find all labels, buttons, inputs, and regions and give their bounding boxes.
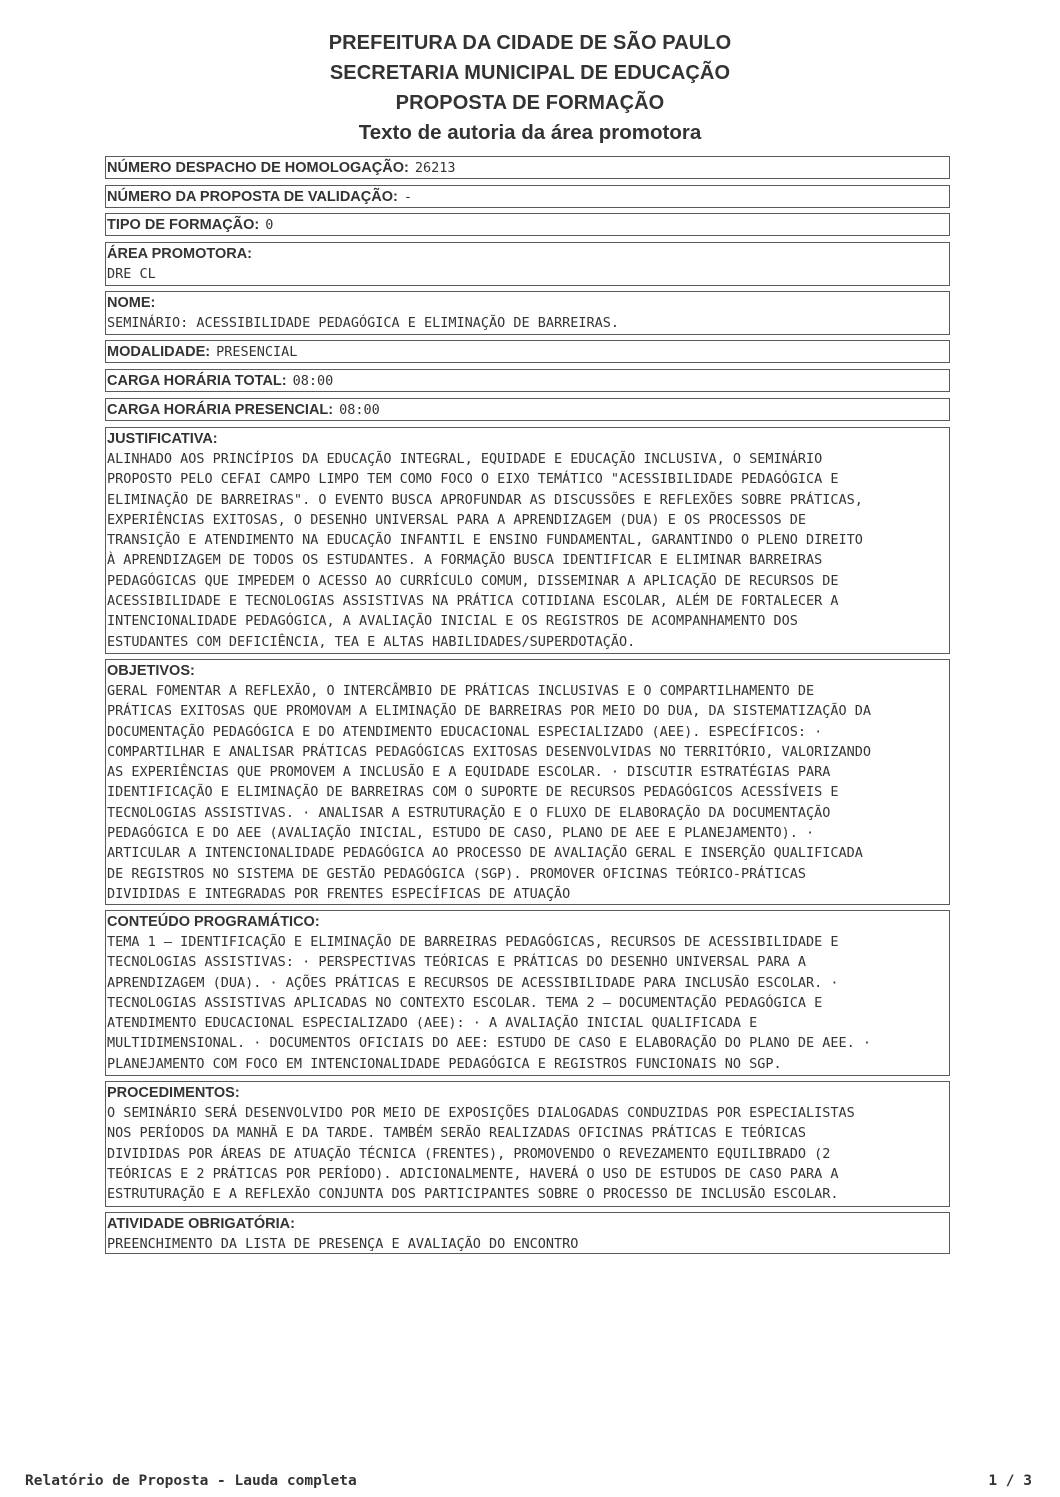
field-value: PREENCHIMENTO DA LISTA DE PRESENÇA E AVALIAÇÃO DO ENCONTRO [107,1236,579,1252]
text-line: O SEMINÁRIO SERÁ DESENVOLVIDO POR MEIO DE EXPOSIÇÕES DIALOGADAS CONDUZIDAS POR ESPECIALISTAS [107,1105,855,1121]
field-tipo [105,213,950,236]
field-label: MODALIDADE: [107,344,211,360]
text-line: DOCUMENTAÇÃO PEDAGÓGICA E DO ATENDIMENTO EDUCACIONAL ESPECIALIZADO (AEE). ESPECÍFICOS: · [107,723,823,740]
field-validacao [105,185,950,208]
field-value: 26213 [414,160,456,176]
text-line: NOS PERÍODOS DA MANHÃ E DA TARDE. TAMBÉM SERÃO REALIZADAS OFICINAS PRÁTICAS E TEÓRICAS [107,1125,806,1142]
text-line: ACESSIBILIDADE E TECNOLOGIAS ASSISTIVAS NA PRÁTICA COTIDIANA ESCOLAR, ALÉM DE FORTALECER A [107,593,839,610]
field-label: OBJETIVOS: [107,663,195,679]
field-label: TIPO DE FORMAÇÃO: [107,217,260,233]
header-subtitle: Texto de autoria da área promotora [358,121,702,144]
field-carga-presencial [105,398,950,421]
text-line: PRÁTICAS EXITOSAS QUE PROMOVAM A ELIMINAÇÃO DE BARREIRAS POR MEIO DO DUA, DA SISTEMATIZAÇÃO DA [107,703,872,720]
text-line: ELIMINAÇÃO DE BARREIRAS". O EVENTO BUSCA APROFUNDAR AS DISCUSSÕES E REFLEXÕES SOBRE PRÁTICAS, [107,491,863,508]
field-label: PROCEDIMENTOS: [107,1085,240,1101]
text-line: TEMA 1 — IDENTIFICAÇÃO E ELIMINAÇÃO DE BARREIRAS PEDAGÓGICAS, RECURSOS DE ACESSIBILIDADE E [107,934,839,950]
text-line: MULTIDIMENSIONAL. · DOCUMENTOS OFICIAIS DO AEE: ESTUDO DE CASO E ELABORAÇÃO DO PLANO DE AEE. · [107,1035,872,1052]
text-line: TECNOLOGIAS ASSISTIVAS: · PERSPECTIVAS TEÓRICAS E PRÁTICAS DO DESENHO UNIVERSAL PARA A [107,954,806,971]
field-value: - [403,189,412,205]
field-label: NOME: [107,295,156,311]
field-label: CONTEÚDO PROGRAMÁTICO: [107,914,320,930]
field-label: ATIVIDADE OBRIGATÓRIA: [107,1216,295,1232]
text-line: INTENCIONALIDADE PEDAGÓGICA, A AVALIAÇÃO INICIAL E OS REGISTROS DE ACOMPANHAMENTO DOS [107,613,798,630]
field-carga-total [105,369,950,392]
text-line: À APRENDIZAGEM DE TODOS OS ESTUDANTES. A FORMAÇÃO BUSCA IDENTIFICAR E ELIMINAR BARREIRAS [107,552,823,569]
field-conteudo-programatico [105,910,950,1076]
field-modalidade [105,340,950,363]
document-header [0,28,1060,148]
field-justificativa [105,427,950,654]
field-value: 08:00 [339,402,380,418]
text-line: GERAL FOMENTAR A REFLEXÃO, O INTERCÂMBIO DE PRÁTICAS INCLUSIVAS E O COMPARTILHAMENTO DE [107,683,815,699]
field-label: ÁREA PROMOTORA: [107,246,252,262]
text-line: TRANSIÇÃO E ATENDIMENTO NA EDUCAÇÃO INFANTIL E ENSINO FUNDAMENTAL, GARANTINDO O PLENO DIREITO [107,532,863,549]
text-line: ATENDIMENTO EDUCACIONAL ESPECIALIZADO (AEE): · A AVALIAÇÃO INICIAL QUALIFICADA E [107,1015,758,1032]
text-line: DE REGISTROS NO SISTEMA DE GESTÃO PEDAGÓGICA (SGP). PROMOVER OFICINAS TEÓRICO-PRÁTICAS [107,865,806,882]
text-line: PEDAGÓGICA E DO AEE (AVALIAÇÃO INICIAL, ESTUDO DE CASO, PLANO DE AEE E PLANEJAMENTO). · [107,825,815,842]
text-line: TEÓRICAS E 2 PRÁTICAS POR PERÍODO). ADICIONALMENTE, HAVERÁ O USO DE ESTUDOS DE CASO PARA A [107,1165,839,1182]
field-atividade-obrigatoria [105,1212,950,1254]
text-line: PROPOSTO PELO CEFAI CAMPO LIMPO TEM COMO FOCO O EIXO TEMÁTICO "ACESSIBILIDADE PEDAGÓGICA E [107,471,839,488]
field-label: NÚMERO DESPACHO DE HOMOLOGAÇÃO: [107,160,409,176]
field-value: 08:00 [292,373,334,389]
field-value: DRE CL [107,266,156,282]
field-value: PRESENCIAL [216,344,298,360]
text-line: EXPERIÊNCIAS EXITOSAS, O DESENHO UNIVERSAL PARA A APRENDIZAGEM (DUA) E OS PROCESSOS DE [107,511,806,528]
footer-title: Relatório de Proposta - Lauda completa [25,1473,357,1489]
text-line: COMPARTILHAR E ANALISAR PRÁTICAS PEDAGÓGICAS EXITOSAS DESENVOLVIDAS NO TERRITÓRIO, VALORIZANDO [107,743,872,760]
field-despacho [105,156,950,179]
text-line: DIVIDIDAS POR ÁREAS DE ATUAÇÃO TÉCNICA (FRENTES), PROMOVENDO O REVEZAMENTO EQUILIBRADO (2 [107,1145,831,1162]
field-nome [105,291,950,335]
field-value: 0 [265,217,274,233]
text-line: IDENTIFICAÇÃO E ELIMINAÇÃO DE BARREIRAS COM O SUPORTE DE RECURSOS PEDAGÓGICOS ACESSÍVEIS E [107,784,839,801]
field-label: CARGA HORÁRIA PRESENCIAL: [107,402,334,418]
field-procedimentos [105,1081,950,1207]
text-line: ESTRUTURAÇÃO E A REFLEXÃO CONJUNTA DOS PARTICIPANTES SOBRE O PROCESSO DE INCLUSÃO ESCOLAR. [107,1186,839,1203]
page-number: 1 / 3 [988,1473,1032,1489]
field-label: JUSTIFICATIVA: [107,431,218,447]
text-line: ALINHADO AOS PRINCÍPIOS DA EDUCAÇÃO INTEGRAL, EQUIDADE E EDUCAÇÃO INCLUSIVA, O SEMINÁRIO [107,451,823,467]
text-line: PEDAGÓGICAS QUE IMPEDEM O ACESSO AO CURRÍCULO COMUM, DISSEMINAR A APLICAÇÃO DE RECURSOS DE [107,572,839,589]
text-line: TECNOLOGIAS ASSISTIVAS. · ANALISAR A ESTRUTURAÇÃO E O FLUXO DE ELABORAÇÃO DA DOCUMENTAÇÃO [107,804,831,821]
text-line: DIVIDIDAS E INTEGRADAS POR FRENTES ESPECÍFICAS DE ATUAÇÃO [107,885,571,902]
field-value: SEMINÁRIO: ACESSIBILIDADE PEDAGÓGICA E ELIMINAÇÃO DE BARREIRAS. [107,315,620,331]
field-area-promotora [105,242,950,286]
header-prefeitura: PREFEITURA DA CIDADE DE SÃO PAULO [328,32,732,54]
header-secretaria: SECRETARIA MUNICIPAL DE EDUCAÇÃO [329,62,731,84]
text-line: ESTUDANTES COM DEFICIÊNCIA, TEA E ALTAS HABILIDADES/SUPERDOTAÇÃO. [107,633,636,650]
text-line: ARTICULAR A INTENCIONALIDADE PEDAGÓGICA AO PROCESSO DE AVALIAÇÃO GERAL E INSERÇÃO QUALIFICADA [107,845,863,862]
header-proposta: PROPOSTA DE FORMAÇÃO [395,92,665,114]
field-objetivos [105,659,950,905]
text-line: AS EXPERIÊNCIAS QUE PROMOVEM A INCLUSÃO E A EQUIDADE ESCOLAR. · DISCUTIR ESTRATÉGIAS PARA [107,764,831,781]
text-line: APRENDIZAGEM (DUA). · AÇÕES PRÁTICAS E RECURSOS DE ACESSIBILIDADE PARA INCLUSÃO ESCOLAR. · [107,974,839,991]
text-line: TECNOLOGIAS ASSISTIVAS APLICADAS NO CONTEXTO ESCOLAR. TEMA 2 — DOCUMENTAÇÃO PEDAGÓGICA E [107,994,823,1011]
field-label: CARGA HORÁRIA TOTAL: [107,373,287,389]
text-line: PLANEJAMENTO COM FOCO EM INTENCIONALIDADE PEDAGÓGICA E REGISTROS FUNCIONAIS NO SGP. [107,1055,782,1072]
field-label: NÚMERO DA PROPOSTA DE VALIDAÇÃO: [107,189,398,205]
